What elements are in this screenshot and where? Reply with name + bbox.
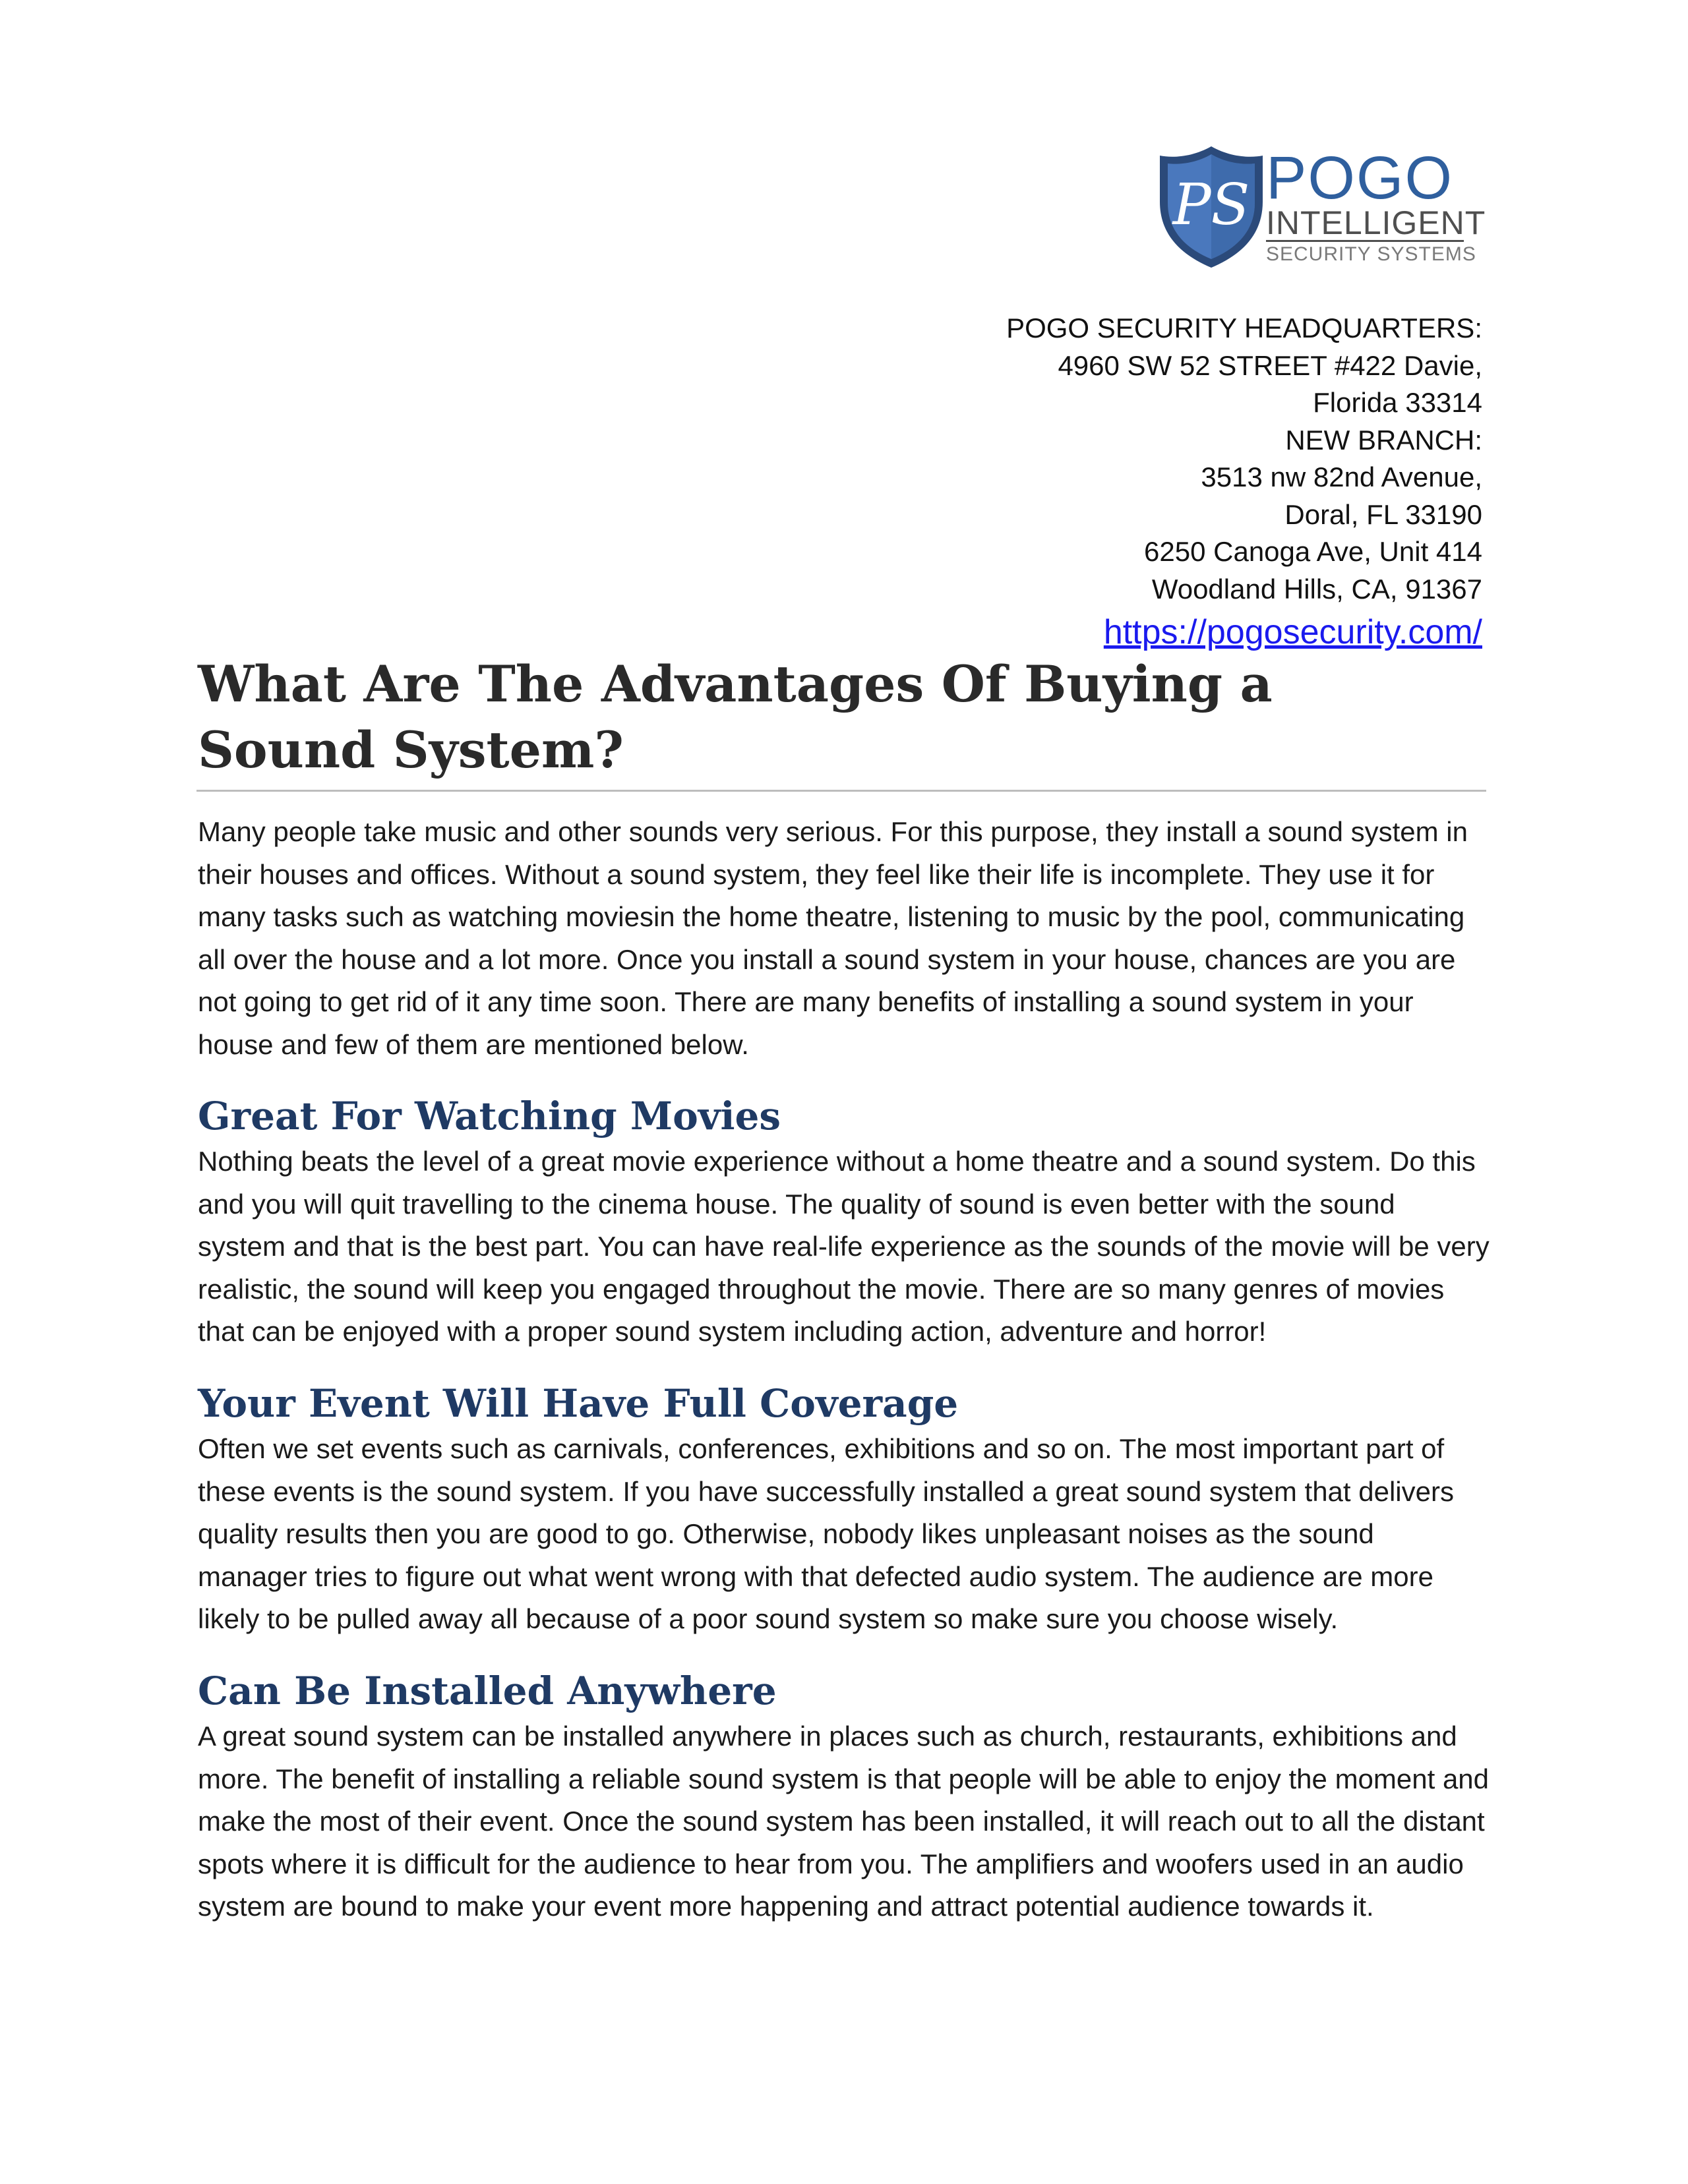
address-line: 3513 nw 82nd Avenue, [1201, 461, 1482, 492]
website-link[interactable]: https://pogosecurity.com/ [1103, 613, 1482, 651]
section-body-movies: Nothing beats the level of a great movie experience without a home theatre and a sound system. Do this and you will quit travelling to the cinema house. The quality of sound is even better with the sound system and that is the best part. You can have real-life experience as the sounds of the movie will be very realistic, the sound will keep you engaged throughout the movie. There are so many genres of movies that can be enjoyed with a proper sound system including action, adventure and horror! [198, 1146, 1490, 1347]
section-body-anywhere: A great sound system can be installed anywhere in places such as church, restaurants, exhibitions and more. The benefit of installing a reliable sound system is that people will be able to enjoy the moment and make the most of their event. Once the sound system has been installed, it will reach out to all the distant spots where it is difficult for the audience to hear from you. The amplifiers and woofers used in an audio system are bound to make your event more happening and attract potential audience towards it. [198, 1721, 1490, 1922]
address-line: POGO SECURITY HEADQUARTERS: [1006, 312, 1482, 343]
address-line: 4960 SW 52 STREET #422 Davie, [1058, 349, 1482, 381]
address-line: Woodland Hills, CA, 91367 [1151, 573, 1482, 605]
section-body-coverage: Often we set events such as carnivals, conferences, exhibitions and so on. The most important part of these events is the sound system. If you have successfully installed a great sound system that delivers quality results then you are good to go. Otherwise, nobody likes unpleasant noises as the sound manager tries to figure out what went wrong with that defected audio system. The audience are more likely to be pulled away all because of a poor sound system so make sure you choose wisely. [198, 1433, 1454, 1634]
shield-icon [1157, 144, 1266, 269]
logo-wordmark [1266, 144, 1486, 267]
address-line: 6250 Canoga Ave, Unit 414 [1144, 536, 1482, 567]
logo-line2: INTELLIGENT [1266, 204, 1486, 241]
address-line: Florida 33314 [1313, 387, 1482, 418]
pogo-logo [1157, 144, 1486, 276]
address-line: Doral, FL 33190 [1284, 498, 1482, 530]
address-block [1006, 310, 1482, 654]
address-line: NEW BRANCH: [1285, 424, 1482, 456]
logo-line3: SECURITY SYSTEMS [1266, 243, 1476, 265]
logo-monogram: PS [1172, 172, 1250, 238]
article-title: What Are The Advantages Of Buying a Sound System? [198, 655, 1273, 779]
section-heading-movies: Great For Watching Movies [198, 1094, 781, 1138]
section-heading-coverage: Your Event Will Have Full Coverage [198, 1381, 959, 1426]
logo-name: POGO [1266, 144, 1454, 212]
intro-paragraph: Many people take music and other sounds very serious. For this purpose, they install a sound system in their houses and offices. Without a sound system, they feel like their life is incomplete. They use it for many tasks such as watching moviesin the home theatre, listening to music by the pool, communicating all over the house and a lot more. Once you install a sound system in your house, chances are you are not going to get rid of it any time soon. There are many benefits of installing a sound system in your house and few of them are mentioned below. [198, 816, 1468, 1060]
title-divider [196, 790, 1486, 792]
section-heading-anywhere: Can Be Installed Anywhere [198, 1668, 777, 1713]
